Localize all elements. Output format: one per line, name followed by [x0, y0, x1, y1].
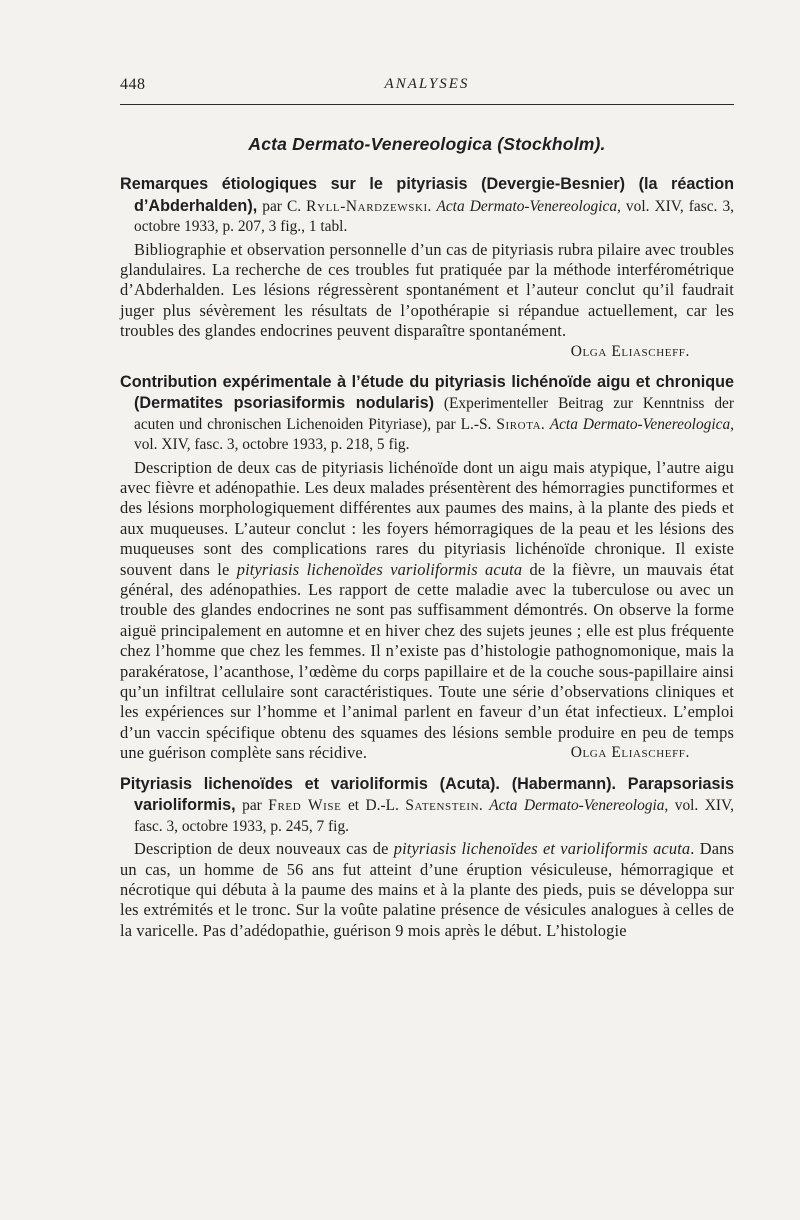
article-2-author: Sirota — [496, 415, 542, 433]
article-2-abstract — [120, 458, 734, 764]
article-1 — [120, 174, 734, 362]
article-3-citation-post: vol. XIV, fasc. 3, octobre 1933, p. 245, 7 fig. — [134, 797, 734, 835]
article-1-citation-pre: par C. — [257, 197, 307, 215]
article-2-journal: . Acta Dermato-Venereologica, — [541, 415, 734, 433]
article-3-citation-pre: par — [235, 797, 269, 815]
article-1-journal: . Acta Dermato-Venereologica, — [427, 197, 621, 215]
article-3-author2: Satenstein — [405, 797, 480, 815]
article-3-author: Fred Wise — [268, 797, 342, 815]
page-number: 448 — [120, 76, 146, 93]
article-1-signature: Olga Eliascheff. — [570, 342, 690, 360]
article-1-heading — [120, 174, 734, 238]
article-3-journal: . Acta Dermato-Venereologia, — [479, 797, 669, 815]
article-1-author: Ryll-Nardzewski — [306, 197, 428, 215]
article-3-abstract — [120, 839, 734, 941]
article-2-abstract-part1: Description de deux cas de pityriasis lichénoïde dont un aigu mais atypique, l’autre aigu avec fièvre et adénopathie. Les deux malades présentèrent des hémorragies punctiformes et des lésions morphologiquement différentes aux paumes des mains, à la plante des pieds et aux muqueuses. L’auteur conclut : les foyers hémorragiques de la peau et les lésions des muqueuses sont des complications rares du pityriasis lichénoïde chronique. Il existe souvent dans le — [120, 457, 734, 579]
running-head — [120, 76, 734, 100]
article-3-title: Pityriasis lichenoïdes et varioliformis (Acuta). (Habermann). Parapsoriasis varioliformis, — [120, 774, 734, 815]
header-rule — [120, 104, 734, 105]
article-2-abstract-italic: pityriasis lichenoïdes varioliformis acuta — [236, 559, 523, 579]
article-2-citation-pre: (Experimenteller Beitrag zur Kenntniss der acuten und chronischen Lichenoiden Pityriase), par L.-S. — [134, 395, 734, 433]
article-list — [120, 174, 734, 951]
journal-title: Acta Dermato-Venereologica (Stockholm). — [248, 134, 606, 154]
article-1-citation-post: vol. XIV, fasc. 3, octobre 1933, p. 207, 3 fig., 1 tabl. — [134, 197, 734, 235]
running-title: ANALYSES — [384, 76, 470, 92]
article-3-heading — [120, 774, 734, 838]
article-2-title: Contribution expérimentale à l’étude du pityriasis lichénoïde aigu et chronique (Dermatites psoriasiformis nodularis) — [120, 372, 734, 413]
article-2-citation-post: vol. XIV, fasc. 3, octobre 1933, p. 218, 5 fig. — [134, 436, 410, 454]
article-1-abstract: Bibliographie et observation personnelle d’un cas de pityriasis rubra pilaire avec troubles glandulaires. La recherche de ces troubles fut pratiquée par la méthode interférométrique d’Abderhalden. Les lésions régressèrent spontanément et l’auteur conclut qu’il faudrait juger plus sévèrement les résultats de l’opothérapie si répandue actuellement, car les troubles des glandes endocrines peuvent disparaître spontanément. — [120, 239, 734, 341]
article-2-abstract-part2: de la fièvre, un mauvais état général, des adénopathies. Les rapport de cette maladie avec la tuberculose ou avec un trouble des glandes endocrines ne sont pas suffisamment démontrés. On observe la forme aiguë principalement en automne et en hiver chez des sujets jeunes ; elle est plus fréquente chez l’homme que chez les femmes. Il n’existe pas d’histologie pathognomonique, mais la parakératose, l’acanthose, l’œdème du corps papillaire et de la couche sous-papillaire ainsi qu’un infiltrat cellulaire sont caractéristiques. Toute une série d’observations cliniques et les expériences sur l’homme et l’animal parlent en faveur d’un état infectieux. L’emploi d’un vaccin spécifique obtenu des squames des lésions semble produire en peu de temps une guérison complète sans récidive. — [120, 559, 734, 763]
article-3-abstract-part2: . Dans un cas, un homme de 56 ans fut atteint d’une éruption vésiculeuse, hémorragique et nécrotique qui débuta à la paume des mains et à la plante des pieds, puis se développa sur les extrémités et le tronc. Sur la voûte palatine présence de vésicules analogues à celles de la varicelle. Pas d’adédopathie, guérison 9 mois après le début. L’histologie — [120, 839, 734, 940]
article-1-title: Remarques étiologiques sur le pityriasis (Devergie-Besnier) (la réaction d’Abderhalden), — [120, 175, 734, 215]
article-3-abstract-part1: Description de deux nouveaux cas de — [134, 839, 394, 859]
article-2-signature: Olga Eliascheff. — [570, 744, 690, 762]
article-3 — [120, 774, 734, 942]
article-2-heading — [120, 372, 734, 456]
article-3-abstract-italic: pityriasis lichenoïdes et varioliformis acuta — [393, 839, 691, 859]
article-2 — [120, 372, 734, 764]
article-3-citation-mid: et D.-L. — [341, 797, 406, 815]
